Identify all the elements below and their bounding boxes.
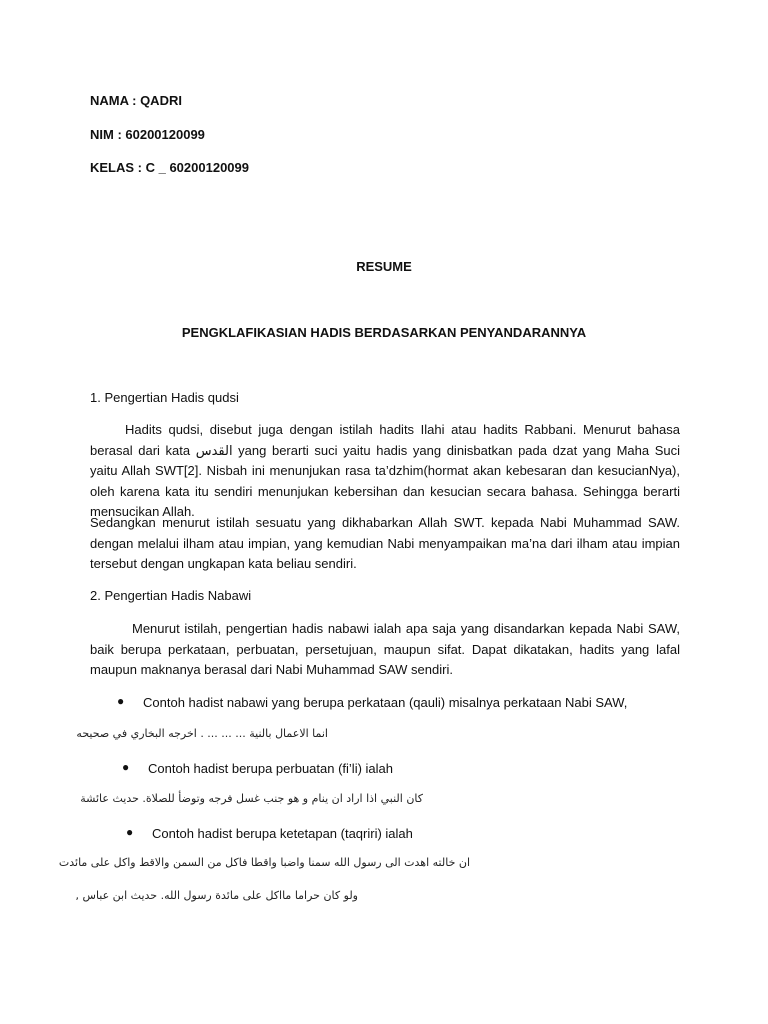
- arabic-hadith-fili: كان النبي اذا اراد ان ينام و هو جنب غسل فرجه وتوضأ للصلاة. حديث عائشة: [80, 792, 423, 805]
- section2-heading: 2. Pengertian Hadis Nabawi: [90, 588, 252, 603]
- arabic-hadith-taqriri-line1: ان خالته اهدت الى رسول الله سمنا واضبا واقطا فاكل من السمن والاقط واكل على مائدت: [58, 856, 470, 869]
- bullet-marker: ●: [126, 825, 134, 839]
- bullet1-text: Contoh hadist nabawi yang berupa perkataan (qauli) misalnya perkataan Nabi SAW,: [143, 695, 628, 710]
- student-name: NAMA : QADRI: [90, 93, 182, 108]
- section1-heading: 1. Pengertian Hadis qudsi: [90, 390, 239, 405]
- bullet3-text: Contoh hadist berupa ketetapan (taqriri) ialah: [152, 826, 413, 841]
- section1-paragraph1: Hadits qudsi, disebut juga dengan istilah hadits Ilahi atau hadits Rabbani. Menurut bahasa berasal dari kata القدس yang berarti suci yaitu hadis yang dinisbatkan pada dzat yang Maha Suci yaitu Allah SWT[2]. Nisbah ini menunjukan rasa ta’dzhim(hormat akan kebesaran dan kesucianNya), oleh karena kata itu sendiri menunjukan kebersihan dan kesucian secara bahasa. Sehingga berarti mensucikan Allah.: [90, 422, 680, 519]
- resume-title: RESUME: [356, 259, 412, 274]
- bullet2-text: Contoh hadist berupa perbuatan (fi’li) ialah: [148, 761, 393, 776]
- bullet-marker: ●: [117, 694, 125, 708]
- section1-paragraph2: Sedangkan menurut istilah sesuatu yang dikhabarkan Allah SWT. kepada Nabi Muhammad SAW. dengan melalui ilham atau impian, yang kemudian Nabi menyampaikan ma’na dari ilham atau impian tersebut dengan ungkapan kata beliau sendiri.: [90, 515, 680, 571]
- arabic-hadith-qauli: انما الاعمال بالنية ... ... ... . اخرجه البخاري في صحيحه: [76, 727, 328, 740]
- student-nim: NIM : 60200120099: [90, 127, 205, 142]
- bullet-marker: ●: [122, 760, 130, 774]
- main-title: PENGKLAFIKASIAN HADIS BERDASARKAN PENYANDARANNYA: [181, 325, 587, 340]
- section2-paragraph1: Menurut istilah, pengertian hadis nabawi ialah apa saja yang disandarkan kepada Nabi SAW, baik berupa perkataan, perbuatan, persetujuan, maupun sifat. Dapat dikatakan, hadits yang lafal maupun maknanya berasal dari Nabi Muhammad SAW sendiri.: [90, 621, 680, 677]
- arabic-hadith-taqriri-line2: ولو كان حراما مااكل على مائدة رسول الله. حديث ابن عباس ,: [75, 889, 358, 902]
- student-class: KELAS : C _ 60200120099: [90, 160, 249, 175]
